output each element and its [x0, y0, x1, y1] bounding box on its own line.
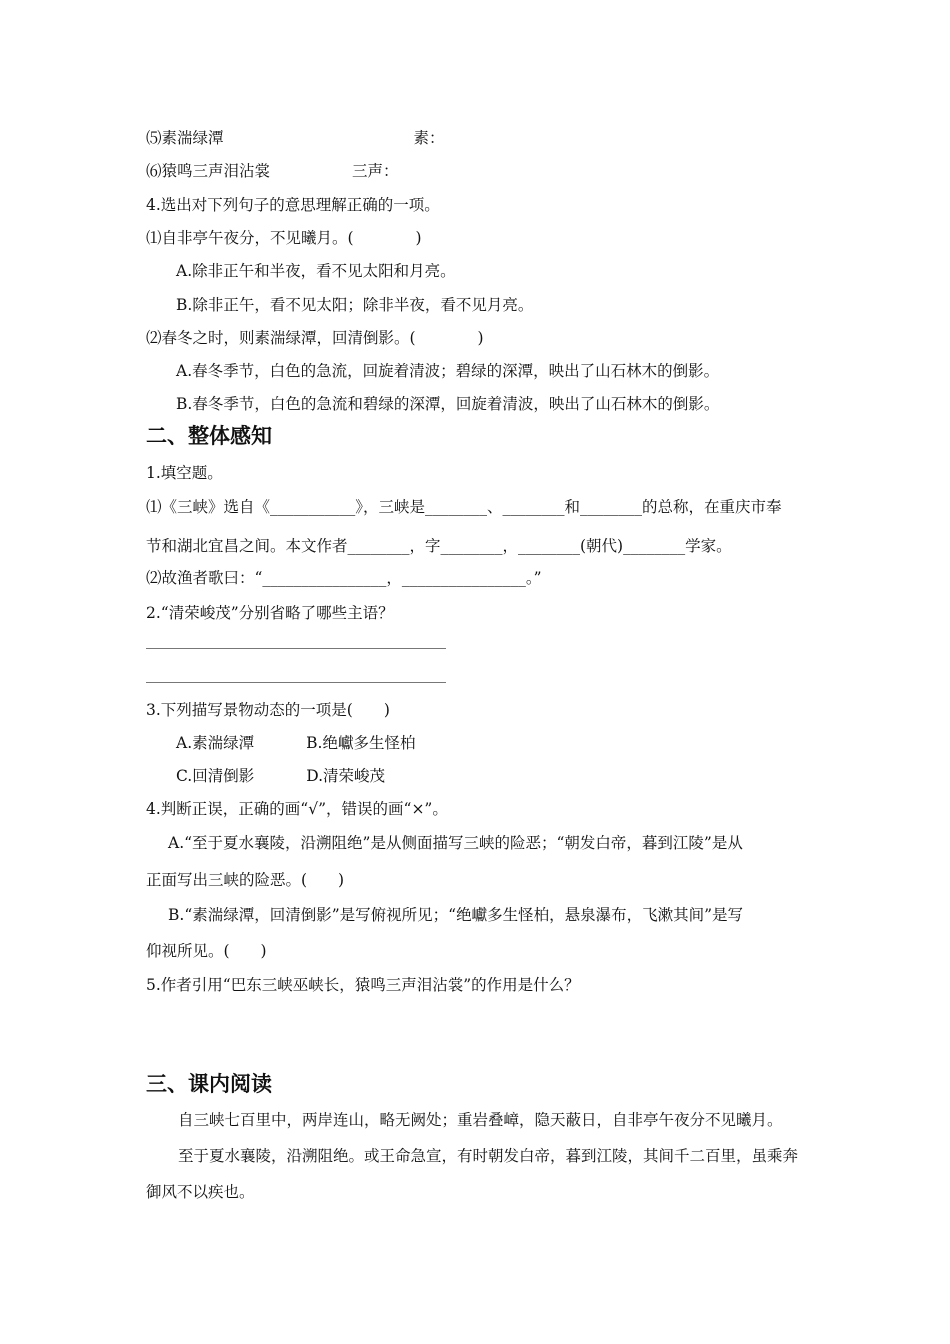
s2-question-1-2: ⑵故渔者歌曰：“________________，________________。”: [146, 569, 542, 587]
option-b: B.绝巘多生怪柏: [306, 734, 416, 752]
s2-question-4-b-line2: 仰视所见。( ): [146, 942, 267, 960]
item-5-word: 素：: [413, 129, 445, 147]
s2-question-4-a-line1: A.“至于夏水襄陵，沿溯阻绝”是从侧面描写三峡的险恶；“朝发白帝，暮到江陵”是从: [168, 834, 743, 852]
option-d: D.清荣峻茂: [306, 767, 386, 785]
s2-question-1-1-line1: ⑴《三峡》选自《___________》，三峡是________、________和________的总称，在重庆市奉: [146, 498, 782, 516]
s2-question-5-title: 5.作者引用“巴东三峡巫峡长，猿鸣三声泪沾裳”的作用是什么？: [146, 976, 580, 994]
question-4-1: ⑴自非亭午夜分，不见曦月。( ): [146, 229, 422, 247]
s2-question-1-1-line2: 节和湖北宜昌之间。本文作者________，字________，________(朝代)________学家。: [146, 537, 732, 555]
item-5: [146, 128, 445, 148]
section-3-heading: 三、课内阅读: [146, 1072, 272, 1096]
reading-paragraph-2-line2: 御风不以疾也。: [146, 1183, 255, 1201]
item-6-word: 三声：: [352, 162, 399, 180]
s2-question-3-options-row2: [176, 766, 385, 786]
question-4-1-option-a: A.除非正午和半夜，看不见太阳和月亮。: [176, 262, 456, 280]
s2-question-4-b-line1: B.“素湍绿潭，回清倒影”是写俯视所见；“绝巘多生怪柏，悬泉瀑布，飞漱其间”是写: [168, 906, 744, 924]
item-5-label: ⑸素湍绿潭: [146, 129, 224, 147]
s2-question-4-a-line2: 正面写出三峡的险恶。( ): [146, 871, 345, 889]
s2-question-3-title: 3.下列描写景物动态的一项是( ): [146, 701, 390, 719]
option-c: C.回清倒影: [176, 767, 255, 785]
item-6-label: ⑹猿鸣三声泪沾裳: [146, 162, 271, 180]
question-4-1-option-b: B.除非正午，看不见太阳；除非半夜，看不见月亮。: [176, 296, 534, 314]
s2-question-4-title: 4.判断正误，正确的画“√”，错误的画“×”。: [146, 800, 448, 818]
answer-line[interactable]: [146, 648, 446, 649]
section-2-heading: 二、整体感知: [146, 424, 272, 448]
s2-question-2-title: 2.“清荣峻茂”分别省略了哪些主语？: [146, 604, 394, 622]
reading-paragraph-2-line1: 至于夏水襄陵，沿溯阻绝。或王命急宣，有时朝发白帝，暮到江陵，其间千二百里，虽乘奔: [178, 1147, 799, 1165]
s2-question-3-options-row1: [176, 733, 415, 753]
s2-question-1-title: 1.填空题。: [146, 464, 223, 482]
option-a: A.素湍绿潭: [176, 734, 255, 752]
reading-paragraph-1: 自三峡七百里中，两岸连山，略无阙处；重岩叠嶂，隐天蔽日，自非亭午夜分不见曦月。: [178, 1111, 783, 1129]
question-4-2-option-a: A.春冬季节，白色的急流，回旋着清波；碧绿的深潭，映出了山石林木的倒影。: [176, 362, 720, 380]
question-4-title: 4.选出对下列句子的意思理解正确的一项。: [146, 196, 440, 214]
item-6: [146, 161, 399, 181]
question-4-2: ⑵春冬之时，则素湍绿潭，回清倒影。( ): [146, 329, 484, 347]
answer-line[interactable]: [146, 682, 446, 683]
question-4-2-option-b: B.春冬季节，白色的急流和碧绿的深潭，回旋着清波，映出了山石林木的倒影。: [176, 395, 720, 413]
